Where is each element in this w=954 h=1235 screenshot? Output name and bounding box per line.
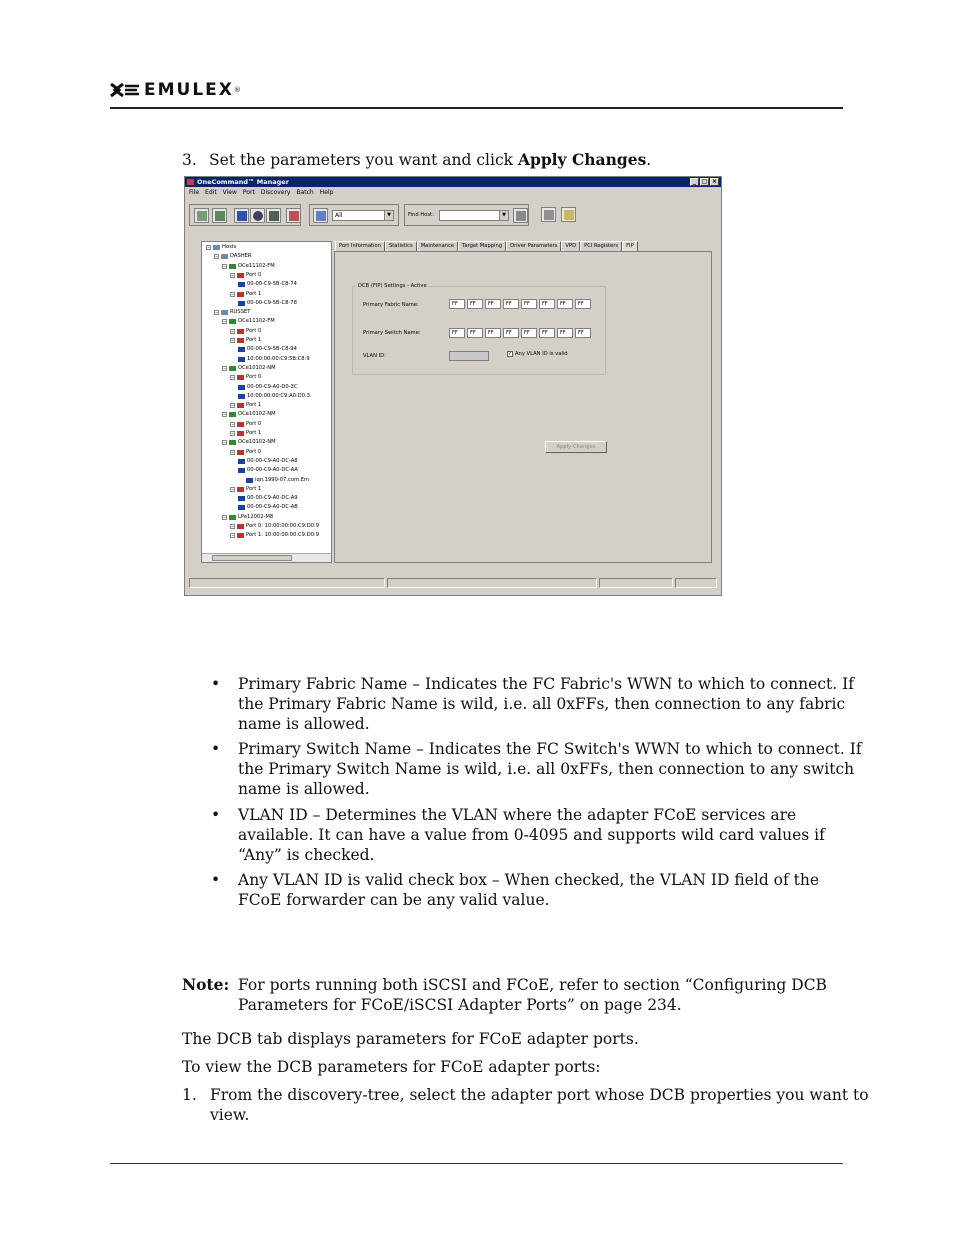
tab-port-information[interactable]: Port Information: [335, 241, 385, 251]
primary-switch-octet[interactable]: FF: [575, 328, 591, 338]
tree-node-label: Port 1: 10:00:00:00:C9:D0:9: [246, 532, 320, 539]
view-dcb-paragraph: To view the DCB parameters for FCoE adapter ports:: [182, 1058, 601, 1076]
any-vlan-checkbox-row[interactable]: [507, 351, 568, 357]
menu-discovery[interactable]: Discovery: [260, 189, 291, 196]
tree-node-icon: [238, 505, 245, 510]
menu-batch[interactable]: Batch: [296, 189, 314, 196]
step-1: [182, 1085, 869, 1127]
expand-icon[interactable]: −: [215, 254, 219, 260]
tree-node[interactable]: [230, 337, 261, 344]
primary-fabric-octet[interactable]: FF: [467, 299, 483, 309]
expand-icon[interactable]: −: [231, 328, 235, 334]
tree-node-icon: [221, 310, 228, 315]
primary-fabric-octet[interactable]: FF: [575, 299, 591, 309]
bullet-item: [211, 805, 843, 865]
bullet-text: [238, 674, 854, 734]
primary-switch-octet[interactable]: FF: [467, 328, 483, 338]
tree-node-label: Port 1: [246, 337, 262, 343]
tree-node-icon: [221, 254, 228, 259]
find-icon: [516, 211, 526, 221]
tree-node-label: 00-00-C9-5B-C8-74: [247, 281, 297, 288]
tree-node[interactable]: [230, 430, 261, 437]
tree-node-label: 00-00-C9-5B-C8-78: [247, 299, 297, 306]
bullet-dot-icon: •: [211, 871, 221, 889]
expand-icon[interactable]: −: [223, 412, 227, 418]
step-text-bold: Apply Changes: [517, 150, 647, 169]
tree-node[interactable]: [222, 365, 276, 372]
tree-node[interactable]: [238, 458, 298, 465]
tree-node-icon: [237, 375, 244, 380]
chevron-down-icon: ▼: [384, 211, 393, 220]
tree-node-icon: [237, 524, 244, 529]
expand-icon[interactable]: −: [231, 486, 235, 492]
any-vlan-checkbox[interactable]: ✓: [508, 351, 513, 357]
host-view-icon: [197, 211, 207, 221]
step-number: 3.: [182, 151, 197, 169]
fabric-view-icon: [215, 211, 225, 221]
tree-node[interactable]: [246, 477, 309, 484]
tree-node-icon: [237, 450, 244, 455]
tree-node-label: 00-00-C9-A0-D0-3C: [247, 383, 298, 390]
tree-node[interactable]: [230, 272, 261, 279]
bullet-line: “Any” is checked.: [238, 846, 375, 864]
tree-node[interactable]: [238, 393, 310, 400]
vlan-id-field[interactable]: [449, 351, 489, 361]
tree-node-icon: [238, 459, 245, 464]
tab-maintenance[interactable]: Maintenance: [417, 241, 458, 251]
bullet-text: [238, 870, 843, 910]
discovery-button[interactable]: [541, 207, 556, 222]
tree-node[interactable]: [238, 504, 298, 511]
tree-node-label: RUSSET: [230, 309, 251, 316]
apply-changes-button[interactable]: Apply Changes: [545, 441, 607, 453]
expand-icon[interactable]: −: [231, 449, 235, 455]
window-title: OneCommand™ Manager: [197, 178, 289, 186]
expand-icon[interactable]: −: [231, 291, 235, 297]
tree-node-icon: [229, 440, 236, 445]
tree-node-label: 00-00-C9-A0-DC-A8: [247, 457, 298, 464]
tree-node-label: OCe11102-FM: [238, 318, 275, 325]
tree-node-icon: [237, 329, 244, 334]
step-number: 1.: [182, 1086, 197, 1104]
tree-node-label: OCe10102-NM: [238, 364, 276, 371]
tree-node[interactable]: [238, 300, 297, 307]
host-group-button[interactable]: [313, 208, 328, 223]
toolbar-group-hosts: [309, 204, 399, 226]
tree-node-label: OCe11102-FM: [238, 262, 275, 269]
status-pane: [675, 578, 717, 588]
tree-node-label: 00-00-C9-A0-DC-AB: [247, 504, 298, 511]
tree-node-label: 00-00-C9-5B-C8-94: [247, 346, 297, 353]
find-host-combo[interactable]: [439, 210, 509, 221]
step-line: view.: [210, 1106, 250, 1124]
tree-node[interactable]: [230, 486, 261, 493]
host-view-button[interactable]: [194, 208, 209, 223]
help-button[interactable]: [561, 207, 576, 222]
expand-icon[interactable]: −: [215, 310, 219, 316]
menu-edit[interactable]: Edit: [205, 189, 217, 196]
expand-icon[interactable]: −: [231, 272, 235, 278]
note-block: [182, 975, 842, 1017]
primary-switch-fields: [449, 328, 591, 338]
primary-fabric-fields: [449, 299, 591, 309]
tree-node[interactable]: [230, 532, 319, 539]
bullet-text: [238, 739, 862, 799]
host-group-combo[interactable]: [332, 210, 394, 221]
dcb-tab-paragraph: The DCB tab displays parameters for FCoE adapter ports.: [182, 1030, 639, 1048]
tree-node-icon: [229, 515, 236, 520]
expand-icon[interactable]: −: [223, 319, 227, 325]
tree-node-label: 00-00-C9-A0-DC-AA: [247, 467, 298, 474]
primary-fabric-octet[interactable]: FF: [557, 299, 573, 309]
step-3: [182, 150, 832, 170]
tree-node-label: DASHER: [230, 253, 252, 260]
status-pane: [387, 578, 597, 588]
primary-switch-octet[interactable]: FF: [557, 328, 573, 338]
tree-node-icon: [213, 245, 220, 250]
tree-node[interactable]: [206, 244, 237, 251]
tree-node[interactable]: [238, 281, 297, 288]
tree-node[interactable]: [222, 263, 275, 270]
tree-node-icon: [238, 468, 245, 473]
tree-node[interactable]: [230, 291, 261, 298]
bullet-item: [211, 870, 843, 910]
step-text-plain: Set the parameters you want and click: [209, 151, 518, 169]
bullet-line: VLAN ID – Determines the VLAN where the adapter FCoE services are: [238, 806, 797, 824]
host-group-combo-value: All: [335, 212, 343, 219]
bullet-line: Primary Switch Name – Indicates the FC Switch's WWN to which to connect. If: [238, 740, 862, 758]
app-icon: [187, 179, 194, 185]
tree-node-icon: [237, 533, 244, 538]
tree-node[interactable]: [238, 346, 297, 353]
bullet-line: Primary Fabric Name – Indicates the FC Fabric's WWN to which to connect. If: [238, 675, 854, 693]
tree-node[interactable]: [230, 374, 261, 381]
tree-node-label: Port 1: [246, 402, 262, 409]
bullet-line: the Primary Switch Name is wild, i.e. all 0xFFs, then connection to any switch: [238, 760, 855, 778]
tree-node[interactable]: [214, 309, 250, 316]
tree-node-label: 00-00-C9-A0-DC-A9: [247, 495, 298, 502]
tree-node-icon: [246, 478, 253, 483]
tree-node-label: OCe10102-NM: [238, 411, 276, 418]
toolbar-group-views: [189, 204, 301, 226]
logo-text: EMULEX: [144, 80, 234, 100]
bullet-dot-icon: •: [211, 740, 221, 758]
find-button[interactable]: [513, 208, 528, 223]
content-pane: [333, 239, 714, 565]
tree-node[interactable]: [222, 439, 276, 446]
tree-node-label: 10:00:00:00:C9:5B:C8:9: [247, 355, 310, 362]
expand-icon[interactable]: −: [231, 338, 235, 343]
find-host-label: Find Host:: [408, 212, 434, 218]
step-text: [210, 1085, 869, 1125]
expand-icon[interactable]: −: [231, 524, 235, 529]
toolbar-group-find: [404, 204, 529, 226]
scrollbar-thumb[interactable]: [212, 555, 292, 561]
tree-node-icon: [237, 431, 244, 436]
discovery-icon: [544, 210, 554, 220]
tree-node-label: iqn.1990-07.com.Em: [255, 476, 310, 483]
group-view-icon: [253, 211, 263, 221]
batch-view-button[interactable]: [286, 208, 301, 223]
menu-file[interactable]: File: [189, 189, 200, 196]
tree-node-icon: [238, 385, 245, 390]
tree-node-label: Port 0: [246, 420, 262, 427]
tree-node-icon: [237, 487, 244, 492]
vlan-id-label: VLAN ID:: [363, 353, 386, 359]
step-line: From the discovery-tree, select the adapter port whose DCB properties you want to: [210, 1086, 869, 1104]
primary-fabric-octet[interactable]: FF: [539, 299, 555, 309]
bullet-line: name is allowed.: [238, 715, 370, 733]
group-view-button[interactable]: [250, 208, 265, 223]
primary-switch-octet[interactable]: FF: [521, 328, 537, 338]
step-text: [209, 150, 651, 170]
primary-switch-octet[interactable]: FF: [485, 328, 501, 338]
tab-driver-parameters[interactable]: Driver Parameters: [506, 241, 561, 251]
tree-node[interactable]: [222, 411, 276, 418]
primary-switch-octet[interactable]: FF: [503, 328, 519, 338]
primary-switch-octet[interactable]: FF: [539, 328, 555, 338]
status-pane: [189, 578, 385, 588]
close-button[interactable]: ×: [711, 178, 718, 185]
primary-fabric-octet[interactable]: FF: [449, 299, 465, 309]
tree-node-icon: [229, 366, 236, 371]
tree-node[interactable]: [230, 328, 261, 335]
primary-switch-octet[interactable]: FF: [449, 328, 465, 338]
bullet-line: Any VLAN ID is valid check box – When checked, the VLAN ID field of the: [238, 871, 820, 889]
emulex-logo-mark-icon: [110, 82, 140, 98]
primary-switch-label: Primary Switch Name:: [363, 330, 421, 336]
tree-node-label: Port 0: [246, 327, 262, 334]
note-text: [238, 975, 827, 1015]
help-icon: [564, 210, 574, 220]
tree-node-label: Port 0: [246, 271, 262, 278]
maximize-button[interactable]: □: [701, 178, 708, 185]
tree-node-icon: [229, 412, 236, 417]
tree-node[interactable]: [230, 523, 319, 530]
tree-node-label: Port 0: [246, 374, 262, 381]
bullet-line: FCoE forwarder can be any valid value.: [238, 891, 550, 909]
menu-view[interactable]: View: [222, 189, 237, 196]
tree-node[interactable]: [230, 449, 261, 456]
tree-node-icon: [237, 338, 244, 343]
menu-bar: [185, 188, 721, 198]
host-group-icon: [316, 211, 326, 221]
tree-node-icon: [238, 347, 245, 352]
tree-node-label: LPe12002-M8: [238, 513, 274, 520]
expand-icon[interactable]: −: [223, 365, 227, 371]
header-rule: [110, 107, 843, 109]
tree-node-icon: [238, 301, 245, 306]
tree-node-icon: [238, 496, 245, 501]
tab-strip: [335, 241, 638, 251]
tree-node-label: Port 1: [246, 290, 262, 297]
tree-node-icon: [237, 403, 244, 408]
logo-trademark: ®: [233, 86, 241, 94]
expand-icon[interactable]: −: [231, 375, 235, 381]
tree-node-icon: [237, 292, 244, 297]
primary-fabric-octet[interactable]: FF: [485, 299, 501, 309]
tree-node-label: Port 0: [246, 448, 262, 455]
tree-node-label: Port 1: [246, 430, 262, 436]
any-vlan-label: Any VLAN ID is valid: [515, 351, 568, 357]
bullet-dot-icon: •: [211, 806, 221, 824]
step-text-end: .: [646, 151, 652, 169]
bullet-dot-icon: •: [211, 675, 221, 693]
tree-node[interactable]: [230, 421, 261, 428]
bullet-line: name is allowed.: [238, 780, 370, 798]
tree-node[interactable]: [238, 384, 297, 391]
bullet-text: [238, 805, 843, 865]
expand-icon[interactable]: −: [207, 245, 211, 250]
group-title: DCB (FIP) Settings - Active: [358, 283, 427, 289]
local-view-button[interactable]: [266, 208, 281, 223]
note-line: For ports running both iSCSI and FCoE, refer to section “Configuring DCB: [238, 976, 827, 994]
expand-icon[interactable]: −: [231, 533, 235, 539]
bullet-item: [211, 739, 862, 799]
tree-horizontal-scrollbar[interactable]: [202, 553, 331, 562]
primary-fabric-octet[interactable]: FF: [503, 299, 519, 309]
toolbar: [189, 204, 719, 228]
tree-node-icon: [237, 273, 244, 278]
menu-port[interactable]: Port: [242, 189, 255, 196]
fabric-view-button[interactable]: [212, 208, 227, 223]
minimize-button[interactable]: _: [690, 178, 699, 186]
tree-node[interactable]: [222, 514, 273, 521]
tab-statistics[interactable]: Statistics: [385, 241, 417, 251]
note-line: Parameters for FCoE/iSCSI Adapter Ports” on page 234.: [238, 996, 682, 1014]
expand-icon[interactable]: −: [231, 403, 235, 409]
tree-node-label: Port 1: [246, 485, 262, 492]
expand-icon[interactable]: −: [223, 440, 227, 446]
footer-rule: [110, 1163, 843, 1164]
emulex-logo: [110, 80, 241, 100]
tree-node[interactable]: [222, 318, 275, 325]
tree-node-label: OCe10102-NM: [238, 439, 276, 446]
tree-node[interactable]: [214, 253, 252, 260]
expand-icon[interactable]: −: [231, 421, 235, 427]
bullet-line: available. It can have a value from 0-4095 and supports wild card values if: [238, 826, 825, 844]
primary-fabric-octet[interactable]: FF: [521, 299, 537, 309]
status-bar: [189, 578, 719, 588]
note-label: Note:: [182, 975, 230, 994]
tree-node-icon: [238, 394, 245, 399]
expand-icon[interactable]: −: [223, 514, 227, 520]
tree-node[interactable]: [238, 356, 310, 363]
tab-fip[interactable]: FIP: [622, 241, 638, 251]
tab-vpd[interactable]: VPD: [561, 241, 580, 251]
fip-tab-panel: [334, 251, 712, 563]
window-titlebar: [185, 177, 721, 187]
primary-fabric-label: Primary Fabric Name:: [363, 302, 419, 308]
window-controls: [690, 178, 719, 186]
tree-node-icon: [229, 264, 236, 269]
menu-help[interactable]: Help: [319, 189, 334, 196]
tree-node[interactable]: [238, 495, 298, 502]
expand-icon[interactable]: −: [223, 263, 227, 269]
tree-node-icon: [238, 282, 245, 287]
tree-node[interactable]: [238, 467, 298, 474]
vport-view-button[interactable]: [234, 208, 249, 223]
status-pane: [599, 578, 673, 588]
tree-node-label: Hosts: [222, 244, 237, 250]
tree-node-label: Port 0: 10:00:00:00:C9:D0:9: [246, 523, 320, 529]
tab-target-mapping[interactable]: Target Mapping: [458, 241, 506, 251]
bullet-line: the Primary Fabric Name is wild, i.e. all 0xFFs, then connection to any fabric: [238, 695, 846, 713]
batch-view-icon: [289, 211, 299, 221]
onecommand-manager-window: [184, 176, 722, 596]
tree-node-icon: [229, 319, 236, 324]
local-view-icon: [269, 211, 279, 221]
vport-view-icon: [237, 211, 247, 221]
expand-icon[interactable]: −: [231, 431, 235, 436]
bullet-item: [211, 674, 854, 734]
tree-node-icon: [238, 357, 245, 362]
tree-node[interactable]: [230, 402, 261, 409]
dcb-fip-settings-group: [352, 283, 606, 375]
tree-node-icon: [237, 422, 244, 427]
tree-node-label: 10:00:00:00:C9:A0:D0:3: [247, 392, 311, 399]
chevron-down-icon: ▼: [499, 211, 508, 220]
discovery-tree[interactable]: [201, 241, 332, 563]
tab-pci-registers[interactable]: PCI Registers: [580, 241, 622, 251]
